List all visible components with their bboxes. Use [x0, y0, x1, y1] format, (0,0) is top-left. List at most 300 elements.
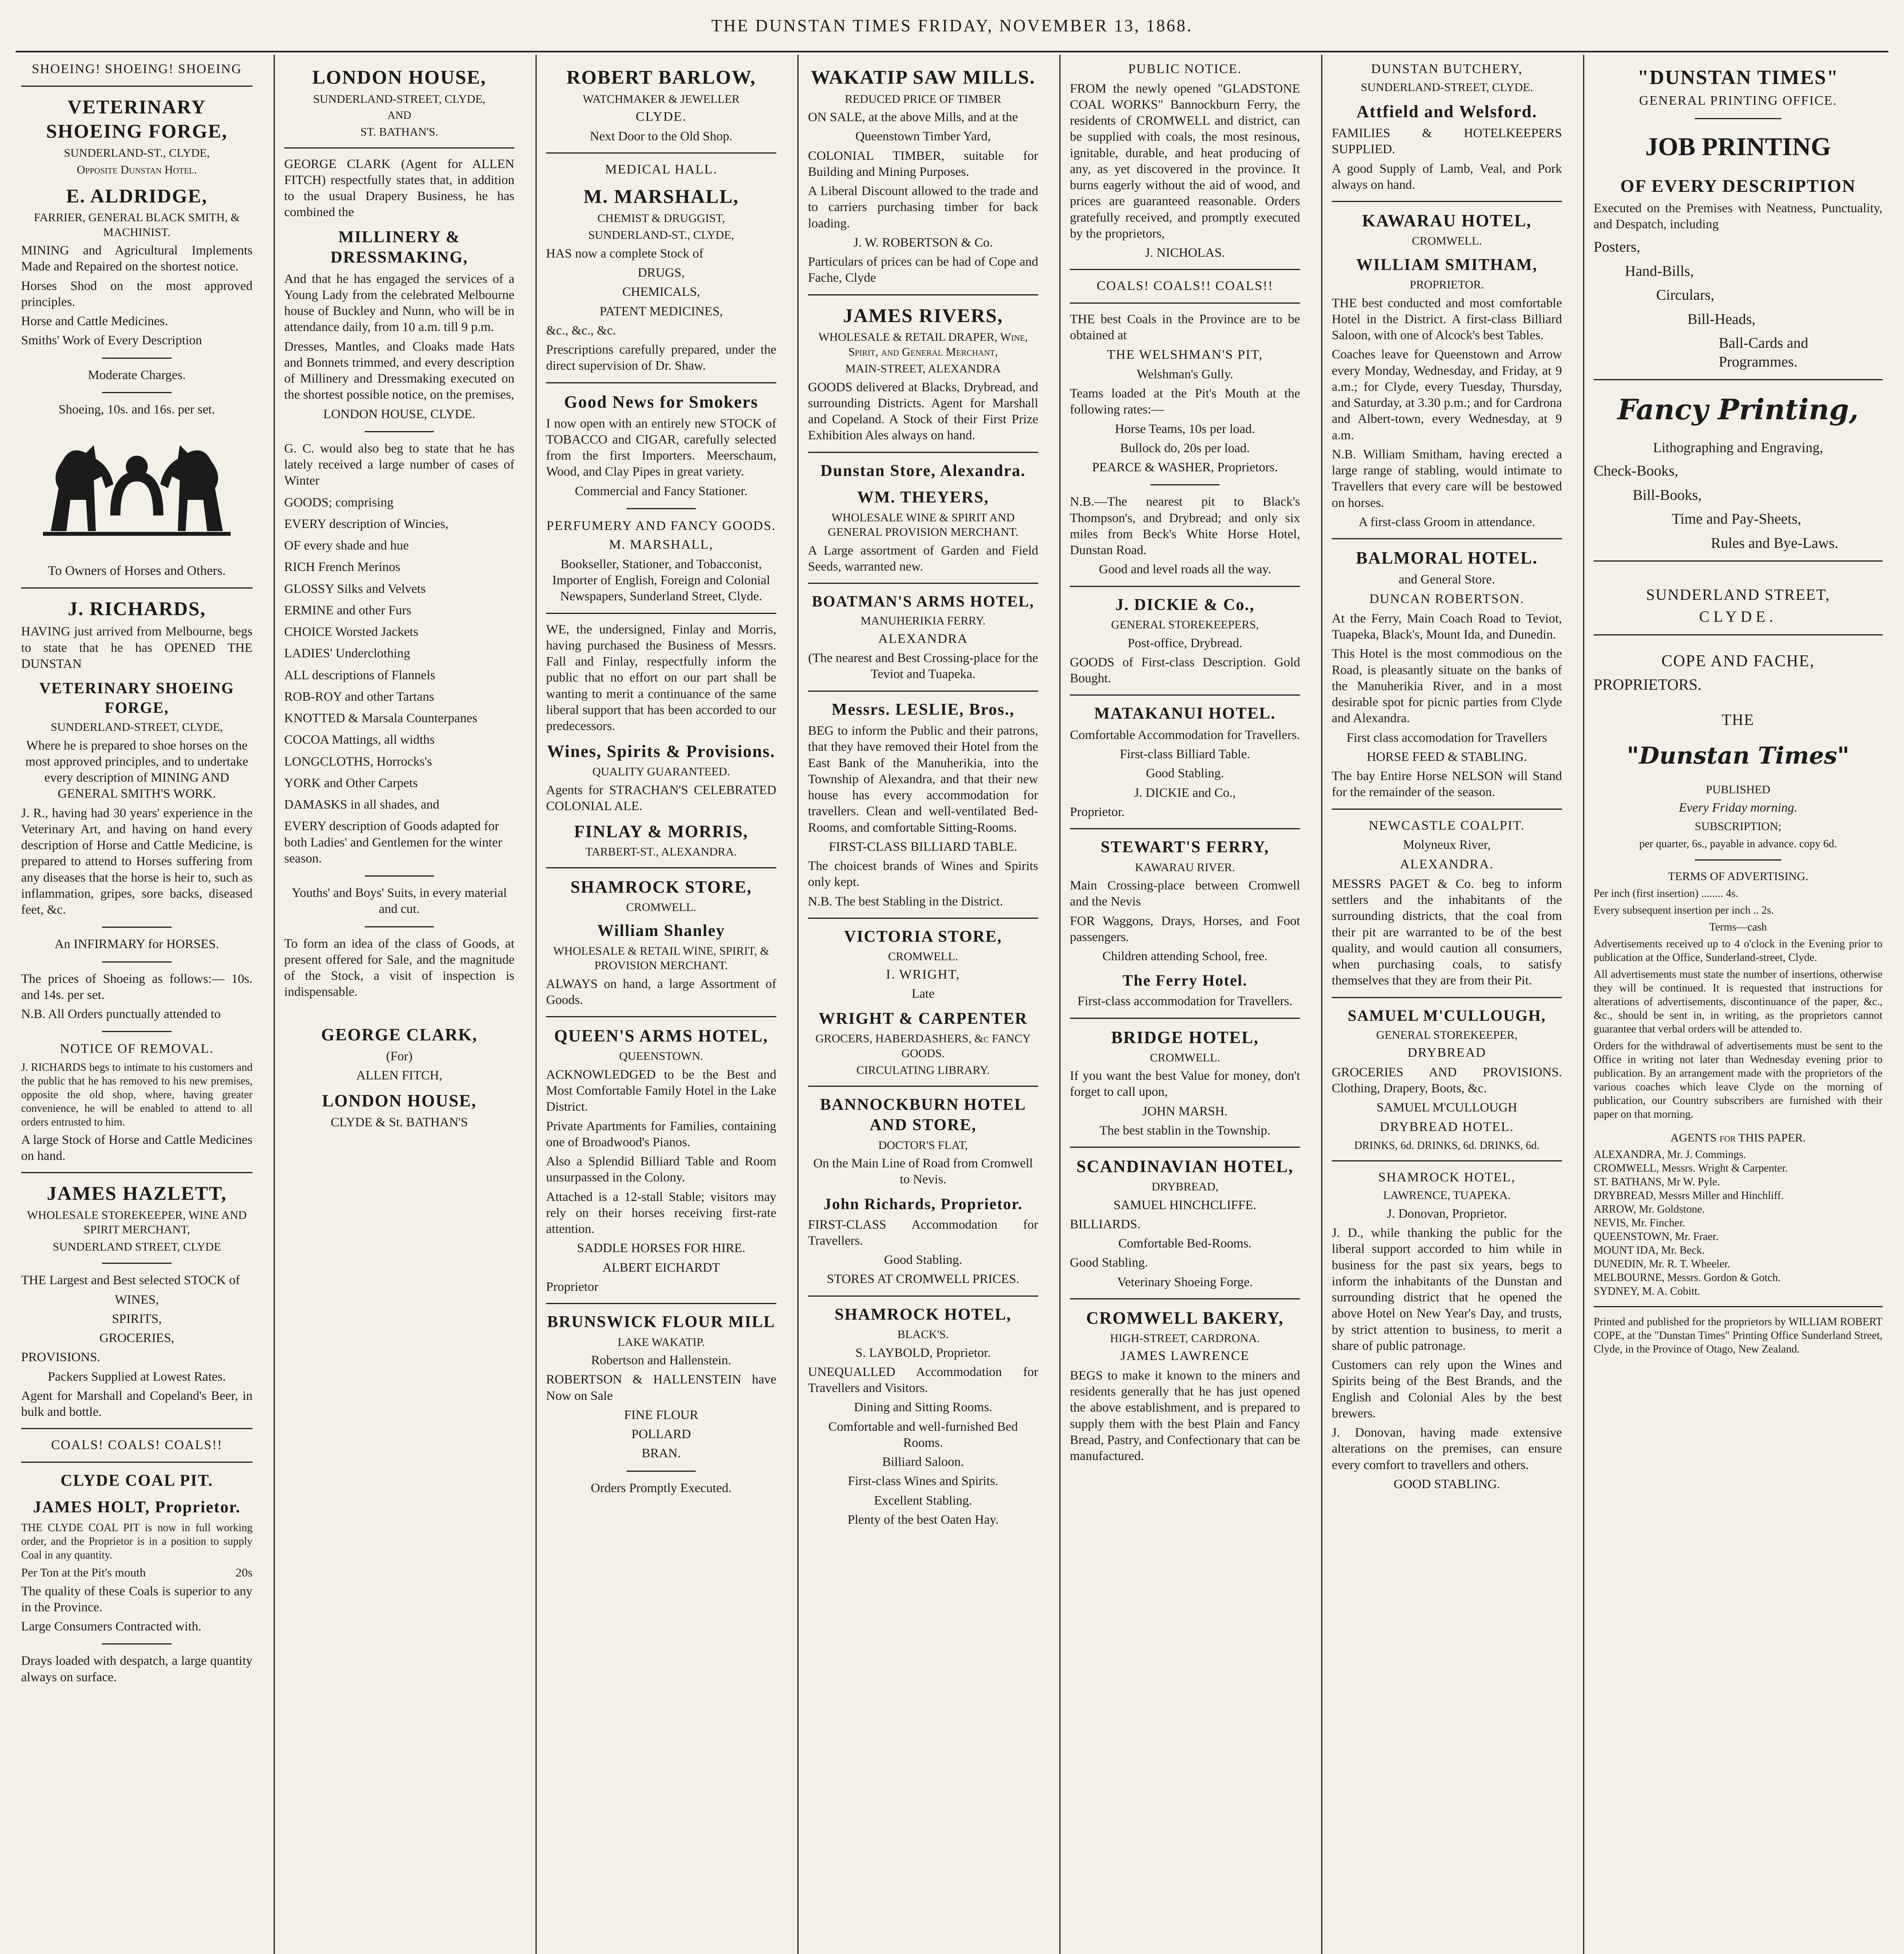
divider: [808, 294, 1038, 295]
ad-address: CROMWELL.: [888, 950, 958, 963]
ad-heading: FINLAY & MORRIS,: [574, 822, 749, 841]
ad-text: At the Ferry, Main Coach Road to Teviot, Tuapeka, Black's, Mount Ida, and Dunedin.: [1332, 611, 1562, 642]
list-item: ST. BATHANS, Mr W. Pyle.: [1594, 1176, 1720, 1188]
ad-text: This Hotel is the most commodious on the Road, is pleasantly situate on the banks of the Manuherikia River, and in a most desirable spot for picnic parties from Clyde and Alexandra.: [1332, 647, 1562, 726]
ad-heading: I. WRIGHT,: [886, 967, 960, 982]
ad-subheading: WHOLESALE & RETAIL WINE, SPIRIT, & PROVISION MERCHANT.: [553, 944, 769, 972]
price-line: [21, 1565, 253, 1580]
divider: [627, 1471, 696, 1472]
divider: [102, 392, 172, 393]
list-item: ALL descriptions of Flannels: [284, 668, 435, 682]
ad-text: G. C. would also beg to state that he has lately received a large number of cases of Winter: [284, 441, 514, 488]
ad-text: CLYDE & St. BATHAN'S: [330, 1115, 468, 1129]
ad-text: Dresses, Mantles, and Cloaks made Hats and Bonnets trimmed, and every description of Millinery and Dressmaking executed on the shortest possible notice, on the premises,: [284, 339, 514, 402]
ad-heading: E. ALDRIDGE,: [66, 184, 208, 207]
ad-address: SUNDERLAND-ST., CLYDE,: [588, 229, 734, 242]
column-4: [797, 55, 1048, 1954]
ad-text: PROPRIETORS.: [1594, 675, 1702, 693]
imprint: Printed and published for the proprietors by WILLIAM ROBERT COPE, at the "Dunstan Times" Printing Office Sunderland Street, Clyde, in the Province of Otago, New Zealand.: [1594, 1315, 1883, 1355]
divider: [21, 1462, 253, 1463]
ad-address: SUNDERLAND-STREET, CLYDE.: [1361, 81, 1533, 94]
ad-text: N.B. William Smitham, having erected a large range of stabling, would intimate to Travellers that every care will be bestowed on horses.: [1332, 447, 1562, 510]
ad-text: and General Store.: [1399, 573, 1495, 587]
ad-subheading: PROPRIETOR.: [1410, 278, 1484, 291]
divider: [1070, 1147, 1300, 1148]
ad-text: (For): [386, 1049, 413, 1063]
divider: [1332, 997, 1562, 998]
column-6: [1321, 55, 1571, 1954]
ad-heading: The Ferry Hotel.: [1122, 972, 1248, 990]
ad-heading: DUNSTAN BUTCHERY,: [1371, 62, 1523, 76]
divider: [1332, 1160, 1562, 1161]
ad-text: Late: [912, 987, 935, 1001]
divider: [627, 508, 696, 509]
divider: [1070, 828, 1300, 829]
ad-text: Prescriptions carefully prepared, under the direct supervision of Dr. Shaw.: [546, 343, 776, 373]
ad-text: Agents for STRACHAN'S CELEBRATED COLONIAL ALE.: [546, 783, 776, 813]
divider: [21, 1172, 253, 1173]
ad-heading: SAMUEL M'CULLOUGH,: [1347, 1006, 1546, 1024]
ad-text: Youths' and Boys' Suits, in every material and cut.: [292, 886, 507, 916]
list-item: DRYBREAD, Messrs Miller and Hinchliff.: [1594, 1189, 1784, 1202]
ad-address: HIGH-STREET, CARDRONA.: [1110, 1331, 1260, 1345]
ad-text: HAS now a complete Stock of: [546, 246, 704, 261]
ad-heading: Wines, Spirits & Provisions.: [547, 742, 776, 761]
ad-heading: WRIGHT & CARPENTER: [819, 1009, 1028, 1028]
column-3: [536, 55, 786, 1954]
divider: [284, 147, 514, 149]
list-item: GOODS; comprising: [284, 495, 394, 510]
ad-heading: BOATMAN'S ARMS HOTEL,: [811, 592, 1035, 610]
ad-heading: Good News for Smokers: [564, 392, 759, 412]
ad-text: An INFIRMARY for HORSES.: [54, 937, 219, 952]
ad-heading: OF EVERY DESCRIPTION: [1620, 176, 1856, 196]
ad-address: ST. BATHAN'S.: [360, 125, 439, 138]
list-item: PROVISIONS.: [21, 1350, 100, 1365]
ad-text: J. Donovan, having made extensive alterations on the premises, can ensure every comfort to travellers and others.: [1332, 1426, 1562, 1472]
ad-heading: LONDON HOUSE,: [312, 66, 487, 88]
ad-address: SUNDERLAND-ST., CLYDE,: [64, 146, 210, 159]
ad-heading: CROMWELL BAKERY,: [1086, 1308, 1284, 1328]
ad-text: Orders for the withdrawal of advertisements must be sent to the Office in writing not later than Wednesday evening prior to publication. By an arrangement made with the proprietors of the various coaches which leave Clyde on the morning of publication, our Country subscribers are furnished with their paper on that morning.: [1594, 1040, 1883, 1121]
divider: [102, 1031, 172, 1032]
ad-heading: WILLIAM SMITHAM,: [1356, 256, 1538, 274]
ad-text: A large Stock of Horse and Cattle Medicines on hand.: [21, 1133, 253, 1163]
list-item: CROMWELL, Messrs. Wright & Carpenter.: [1594, 1162, 1788, 1174]
ad-address: ALEXANDRA.: [1400, 857, 1494, 872]
ad-subheading: GENERAL PRINTING OFFICE.: [1639, 93, 1837, 108]
ad-address: MANUHERIKIA FERRY.: [860, 614, 986, 627]
ad-heading: Dunstan Store, Alexandra.: [820, 462, 1026, 480]
ad-text: BILLIARDS.: [1070, 1217, 1141, 1231]
ad-heading: STEWART'S FERRY,: [1100, 838, 1270, 856]
ad-heading: JOB PRINTING: [1645, 132, 1831, 161]
ad-text: Comfortable and well-furnished Bed Rooms.: [828, 1419, 1018, 1450]
ad-text: SADDLE HORSES FOR HIRE.: [577, 1241, 745, 1256]
ad-text: Agent for Marshall and Copeland's Beer, in bulk and bottle.: [21, 1389, 253, 1419]
ad-text: FOR Waggons, Drays, Horses, and Foot passengers.: [1070, 914, 1300, 944]
ad-address: ALEXANDRA: [878, 631, 968, 646]
ad-text: S. LAYBOLD, Proprietor.: [855, 1346, 991, 1360]
ad-text: THE best conducted and most comfortable Hotel in the District. A first-class Billiard Saloon, with one of Alcock's best Tables.: [1332, 296, 1562, 342]
divider: [365, 431, 434, 432]
ad-text: Opposite Dunstan Hotel.: [77, 163, 197, 176]
ad-text: Bullock do, 20s per load.: [1120, 441, 1250, 455]
divider: [1070, 1018, 1300, 1019]
ad-subheading: REDUCED PRICE OF TIMBER: [845, 92, 1001, 106]
ad-text: J. R., having had 30 years' experience in the Veterinary Art, and having on hand every description of Horse and Cattle Medicine, is prepared to attend to Horses suffering from any diseases that the horse is heir to, such as inflammation, gripes, sore backs, diseased feet, &c.: [21, 806, 253, 917]
list-item: RICH French Merinos: [284, 560, 400, 574]
ad-text: per quarter, 6s., payable in advance. copy 6d.: [1639, 837, 1837, 850]
ad-text: On the Main Line of Road from Cromwell to Nevis.: [813, 1156, 1033, 1187]
ad-heading: MILLINERY & DRESSMAKING,: [330, 228, 468, 267]
column-2: [274, 55, 524, 1954]
ad-address: CLYDE.: [1699, 608, 1777, 625]
ad-text: DRINKS, 6d. DRINKS, 6d. DRINKS, 6d.: [1354, 1139, 1540, 1152]
ad-address: SUNDERLAND-STREET, CLYDE,: [313, 92, 485, 106]
ad-heading: M. MARSHALL,: [609, 537, 713, 552]
list-item: QUEENSTOWN, Mr. Fraer.: [1594, 1230, 1719, 1243]
divider: [808, 1296, 1038, 1297]
divider: [1070, 1298, 1300, 1299]
ad-heading: KAWARAU HOTEL,: [1362, 211, 1532, 230]
ad-heading: VETERINARY SHOEING FORGE,: [46, 95, 228, 142]
ad-heading: JAMES LAWRENCE: [1120, 1349, 1250, 1364]
ad-heading: JAMES HAZLETT,: [47, 1182, 227, 1204]
ad-text: Packers Supplied at Lowest Rates.: [48, 1369, 226, 1384]
printing-list: [1594, 462, 1883, 553]
divider: [808, 452, 1038, 453]
ad-heading: CLYDE COAL PIT.: [60, 1471, 213, 1490]
ad-text: Customers can rely upon the Wines and Spirits being of the Best Brands, and the English and Colonial Ales by the best brewers.: [1332, 1358, 1562, 1421]
ad-text: Teams loaded at the Pit's Mouth at the following rates:—: [1070, 387, 1300, 417]
ad-address: LAKE WAKATIP.: [618, 1335, 705, 1349]
ad-heading: BALMORAL HOTEL.: [1356, 548, 1538, 567]
list-item: FINE FLOUR: [624, 1408, 699, 1422]
divider: [1695, 859, 1782, 861]
ad-heading: PERFUMERY AND FANCY GOODS.: [546, 518, 776, 533]
ad-subheading: WATCHMAKER & JEWELLER: [582, 92, 740, 106]
ad-text: The quality of these Coals is superior to any in the Province.: [21, 1584, 253, 1614]
ad-text: Private Apartments for Families, containing one of Broadwood's Pianos.: [546, 1119, 776, 1149]
divider: [546, 382, 776, 383]
ad-heading: SHAMROCK HOTEL,: [1378, 1170, 1516, 1185]
ad-text: N.B.—The nearest pit to Black's Thompson's, and Drybread; and only six miles from Beck's White Horse Hotel, Dunstan Road.: [1070, 495, 1300, 557]
ad-text: Shoeing, 10s. and 16s. per set.: [58, 402, 215, 417]
ad-text: Commercial and Fancy Stationer.: [575, 484, 748, 498]
ad-text: Moderate Charges.: [88, 368, 186, 382]
list-item: SPIRITS,: [112, 1312, 162, 1326]
ad-heading: THE WELSHMAN'S PIT,: [1107, 347, 1263, 362]
ad-text: AND: [387, 109, 411, 122]
ad-text: First-class Billiard Table.: [1119, 747, 1250, 761]
ad-text: J. D., while thanking the public for the liberal support accorded to him while in business for the past six years, begs to inform the inhabitants of the Dunstan and surrounding district that he opened the above Hotel on New Year's Day, and trusts, by strict attention to business, to merit a share of public patronage.: [1332, 1226, 1562, 1353]
ad-text: GEORGE CLARK (Agent for ALLEN FITCH) respectfully states that, in addition to the usual Drapery Business, he has combined the: [284, 157, 514, 220]
ad-heading: SHAMROCK STORE,: [570, 877, 752, 896]
masthead: THE DUNSTAN TIMES FRIDAY, NOVEMBER 13, 1868.: [711, 16, 1193, 35]
printing-list: [1594, 238, 1883, 371]
divider: [102, 961, 172, 963]
ad-text: Particulars of prices can be had of Cope and Fache, Clyde: [808, 255, 1038, 285]
signature-name: J. NICHOLAS.: [1145, 246, 1225, 260]
ad-text: Per inch (first insertion) ........ 4s.: [1594, 888, 1739, 900]
ad-text: ALWAYS on hand, a large Assortment of Goods.: [546, 977, 776, 1007]
ad-subheading: TERMS OF ADVERTISING.: [1668, 870, 1809, 883]
ad-text: Coaches leave for Queenstown and Arrow every Monday, Wednesday, and Friday, at 9 a.m.; for Clyde, every Tuesday, Thursday, and Saturday, at 3.30 p.m.; and for Cardrona and Albert-town, every Wednesday, at 9 a.m.: [1332, 347, 1562, 442]
ad-text: Billiard Saloon.: [882, 1455, 964, 1469]
ad-text: Terms—cash: [1709, 921, 1767, 934]
ad-text: First-class Wines and Spirits.: [848, 1474, 998, 1489]
ad-heading: BANNOCKBURN HOTEL AND STORE,: [820, 1095, 1026, 1134]
ad-heading: "DUNSTAN TIMES": [1637, 66, 1839, 89]
ad-text: ALLEN FITCH,: [356, 1068, 442, 1083]
ad-heading: SCANDINAVIAN HOTEL,: [1076, 1157, 1294, 1176]
list-item: ERMINE and other Furs: [284, 603, 412, 617]
divider: [102, 927, 172, 928]
divider: [1695, 118, 1782, 119]
ad-text: Comfortable Accommodation for Travellers.: [1070, 728, 1300, 742]
ad-text: Smiths' Work of Every Description: [21, 333, 202, 348]
ad-text: THE Largest and Best selected STOCK of: [21, 1273, 240, 1288]
list-item: Time and Pay-Sheets,: [1672, 511, 1802, 527]
ad-heading: MEDICAL HALL.: [605, 162, 718, 177]
ad-heading: NOTICE OF REMOVAL.: [60, 1041, 214, 1056]
ad-text: THE CLYDE COAL PIT is now in full working order, and the Proprietor is in a position to supply Coal in any quantity.: [21, 1521, 253, 1561]
ad-heading: QUEEN'S ARMS HOTEL,: [554, 1026, 768, 1046]
ad-text: And that he has engaged the services of a Young Lady from the celebrated Melbourne house of Buckley and Nunn, who will be in attendance daily, from 10 a.m. till 9 p.m.: [284, 272, 514, 335]
ad-text: Good Stabling.: [884, 1253, 962, 1267]
divider: [1070, 302, 1300, 304]
ad-text: A Liberal Discount allowed to the trade and to carriers purchasing timber for back loading.: [808, 184, 1038, 231]
divider: [102, 358, 172, 359]
ad-text: Welshman's Gully.: [1137, 367, 1233, 381]
goods-list: [284, 495, 514, 867]
divider: [1332, 809, 1562, 810]
ad-text: Comfortable Bed-Rooms.: [1118, 1236, 1252, 1251]
ad-subheading: CHEMIST & DRUGGIST,: [597, 211, 725, 225]
ad-heading: COALS! COALS!! COALS!!: [1096, 279, 1274, 293]
ad-text: Large Consumers Contracted with.: [21, 1619, 202, 1634]
ad-heading: To Owners of Horses and Others.: [48, 564, 226, 578]
ad-text: Molyneux River,: [1403, 838, 1491, 852]
divider: [1070, 694, 1300, 696]
ad-heading: ROBERT BARLOW,: [566, 66, 756, 88]
ad-text: Good and level roads all the way.: [1099, 562, 1271, 577]
horseshoe-horses-emblem: [21, 429, 253, 551]
signature-name: J. DICKIE and Co.,: [1134, 786, 1236, 800]
divider: [808, 918, 1038, 919]
list-item: OF every shade and hue: [284, 539, 409, 553]
ad-text: Horse Teams, 10s per load.: [1115, 422, 1255, 436]
ad-text: GROCERIES AND PROVISIONS. Clothing, Drapery, Boots, &c.: [1332, 1065, 1562, 1095]
list-item: Check-Books,: [1594, 463, 1678, 479]
ad-text: Bookseller, Stationer, and Tobacconist, Importer of English, Foreign and Colonial Newspapers, Sunderland Street, Clyde.: [552, 557, 770, 604]
ad-text: COLONIAL TIMBER, suitable for Building and Mining Purposes.: [808, 149, 1038, 179]
divider: [1070, 269, 1300, 270]
ad-text: First-class accommodation for Travellers.: [1077, 994, 1293, 1009]
ad-heading: WAKATIP SAW MILLS.: [811, 66, 1035, 88]
ad-text: Horses Shod on the most approved principles.: [21, 279, 253, 309]
ad-text: N.B. The best Stabling in the District.: [808, 894, 1003, 909]
ad-text: Drays loaded with despatch, a large quantity always on surface.: [21, 1654, 253, 1684]
ad-text: MINING and Agricultural Implements Made and Repaired on the shortest notice.: [21, 243, 253, 274]
list-item: Ball-Cards and Programmes.: [1719, 335, 1809, 370]
ad-subheading: GENERAL STOREKEEPER,: [1376, 1028, 1518, 1041]
list-item: YORK and Other Carpets: [284, 776, 418, 790]
column-1: [12, 55, 262, 1954]
ad-text: Main Crossing-place between Cromwell and the Nevis: [1070, 879, 1300, 909]
ad-heading: BRUNSWICK FLOUR MILL: [547, 1313, 776, 1331]
ad-heading: WM. THEYERS,: [857, 488, 989, 506]
divider: [808, 583, 1038, 584]
ad-text: ROBERTSON & HALLENSTEIN have Now on Sale: [546, 1372, 776, 1403]
list-item: GROCERIES,: [99, 1331, 174, 1345]
ad-heading: MATAKANUI HOTEL.: [1094, 705, 1276, 723]
list-item: DAMASKS in all shades, and: [284, 798, 439, 812]
divider: [546, 1303, 776, 1304]
ad-heading: JAMES HOLT, Proprietor.: [33, 1498, 241, 1517]
ad-text: The best stablin in the Township.: [1099, 1123, 1271, 1138]
ad-address: DRYBREAD,: [1152, 1180, 1218, 1193]
list-item: COCOA Mattings, all widths: [284, 733, 435, 747]
ad-text: Every Friday morning.: [1678, 801, 1798, 815]
divider: [1594, 560, 1883, 562]
divider: [1332, 538, 1562, 539]
list-item: Posters,: [1594, 239, 1641, 255]
ad-text: Horse and Cattle Medicines.: [21, 314, 168, 328]
ad-text: SAMUEL HINCHCLIFFE.: [1113, 1198, 1257, 1212]
ad-text: First class accomodation for Travellers: [1346, 730, 1548, 745]
divider: [1594, 379, 1883, 380]
ad-text: GOODS of First-class Description. Gold Bought.: [1070, 655, 1300, 685]
ad-heading: J. RICHARDS,: [68, 597, 206, 619]
divider: [1070, 586, 1300, 587]
ad-address: MAIN-STREET, ALEXANDRA: [845, 362, 1001, 375]
ad-address: CROMWELL.: [626, 900, 697, 914]
ad-text: Attached is a 12-stall Stable; visitors may rely on their horses receiving first-rate attention.: [546, 1190, 776, 1236]
ad-text: PEARCE & WASHER, Proprietors.: [1092, 460, 1278, 474]
ad-text: Post-office, Drybread.: [1127, 636, 1243, 650]
ad-heading: Attfield and Welsford.: [1356, 102, 1537, 121]
ad-text: Children attending School, free.: [1102, 949, 1268, 963]
ad-text: If you want the best Value for money, don't forget to call upon,: [1070, 1069, 1300, 1099]
ad-address: BLACK'S.: [897, 1328, 949, 1341]
ad-heading: J. DICKIE & Co.,: [1115, 596, 1255, 614]
list-item: Hand-Bills,: [1625, 263, 1694, 279]
ad-text: A Large assortment of Garden and Field Seeds, warranted new.: [808, 543, 1038, 574]
ad-heading: Fancy Printing,: [1617, 393, 1859, 426]
ad-text: LONDON HOUSE, CLYDE.: [323, 407, 475, 421]
ad-text: HORSE FEED & STABLING.: [1367, 750, 1527, 764]
ad-subheading: WHOLESALE & RETAIL DRAPER, Wine, Spirit, and General Merchant,: [818, 331, 1028, 358]
ad-text: Veterinary Shoeing Forge.: [1117, 1275, 1253, 1289]
ad-heading: DUNCAN ROBERTSON.: [1369, 592, 1524, 607]
ad-text: A good Supply of Lamb, Veal, and Pork always on hand.: [1332, 161, 1562, 192]
ad-text: Excellent Stabling.: [874, 1493, 973, 1508]
divider: [365, 875, 434, 877]
ad-subheading: WHOLESALE WINE & SPIRIT AND GENERAL PROVISION MERCHANT.: [828, 511, 1019, 539]
ad-text: UNEQUALLED Accommodation for Travellers and Visitors.: [808, 1365, 1038, 1395]
signature-name: SAMUEL M'CULLOUGH: [1376, 1100, 1517, 1115]
ad-text: Queenstown Timber Yard,: [855, 129, 991, 144]
ad-address: TARBERT-ST., ALEXANDRA.: [585, 845, 737, 859]
ad-address: SUNDERLAND STREET, CLYDE: [52, 1240, 221, 1253]
ad-text: The prices of Shoeing as follows:— 10s. and 14s. per set.: [21, 972, 253, 1002]
ad-subheading: QUALITY GUARANTEED.: [592, 765, 730, 778]
ad-text: Proprietor.: [1070, 805, 1125, 819]
list-item: DUNEDIN, Mr. R. T. Wheeler.: [1594, 1258, 1730, 1270]
ad-text: MESSRS PAGET & Co. beg to inform settlers and the inhabitants of the surrounding districts, that the coal from their pit are warranted to be of the best quality, and would caution all consumers, when purchasing coals, to satisfy themselves that they are from their Pit.: [1332, 877, 1562, 988]
ad-text: Lithographing and Engraving,: [1653, 440, 1823, 455]
ad-text: (The nearest and Best Crossing-place for the Teviot and Tuapeka.: [808, 651, 1038, 682]
ad-text: The bay Entire Horse NELSON will Stand for the remainder of the season.: [1332, 769, 1562, 800]
ad-heading: John Richards, Proprietor.: [823, 1195, 1023, 1213]
ad-text: Proprietor: [546, 1279, 598, 1294]
ad-text: All advertisements must state the number of insertions, otherwise they will be continued. It is requested that instructions for alterations of advertisements, discontinuance of the paper, &c., &c., should be sent in, in writing, as the proprietors cannot guarantee that verbal orders will be attended to.: [1594, 968, 1883, 1036]
ad-text: To form an idea of the class of Goods, at present offered for Sale, and the magnitude of the Stock, a visit of inspection is indispensable.: [284, 936, 514, 999]
ad-subheading: PUBLISHED: [1705, 783, 1770, 796]
column-5: [1059, 55, 1309, 1954]
list-item: SYDNEY, M. A. Cobitt.: [1594, 1285, 1700, 1297]
ad-heading: William Shanley: [597, 922, 725, 940]
list-item: LADIES' Underclothing: [284, 646, 410, 661]
price-value: 20s: [235, 1565, 253, 1579]
ad-text: BEG to inform the Public and their patrons, that they have removed their Hotel from the East Bank of the Manuherikia, into the Township of Alexandra, and that their new house has every accommodation for travellers. Clean and well-ventilated Bed-Rooms, and comfortable Sitting-Rooms.: [808, 724, 1038, 835]
ad-heading: M. MARSHALL,: [583, 185, 739, 208]
ad-heading: LONDON HOUSE,: [322, 1091, 477, 1110]
ad-heading: SHAMROCK HOTEL,: [835, 1305, 1012, 1324]
list-item: ALEXANDRA, Mr. J. Commings.: [1594, 1148, 1746, 1161]
ad-address: CLYDE.: [636, 109, 687, 124]
ad-text: Robertson and Hallenstein.: [591, 1353, 731, 1367]
list-item: WINES,: [115, 1292, 159, 1307]
ad-text: Every subsequent insertion per inch .. 2s.: [1594, 904, 1774, 917]
divider: [546, 1016, 776, 1017]
ad-heading: NEWCASTLE COALPIT.: [1368, 818, 1525, 833]
ad-address: DRYBREAD: [1407, 1045, 1487, 1060]
list-item: ROB-ROY and other Tartans: [284, 689, 434, 704]
divider: [546, 152, 776, 154]
ad-heading: BRIDGE HOTEL,: [1111, 1027, 1259, 1047]
ad-text: Also a Splendid Billiard Table and Room unsurpassed in the Colony.: [546, 1154, 776, 1185]
list-item: BRAN.: [641, 1446, 681, 1461]
ad-text: Good Stabling.: [1070, 1256, 1148, 1270]
ad-heading: JAMES RIVERS,: [843, 304, 1003, 326]
ad-subheading: FARRIER, GENERAL BLACK SMITH, & MACHINIST.: [34, 211, 240, 239]
divider: [1150, 484, 1220, 485]
ad-text: WE, the undersigned, Finlay and Morris, having purchased the Business of Messrs. Fall and Finlay, respectfully inform the public that no effort on our part shall be wanting to merit a continuance of the same liberal support that has been accorded to our predecessors.: [546, 622, 776, 733]
list-item: Circulars,: [1656, 287, 1714, 303]
ad-heading: Messrs. LESLIE, Bros.,: [831, 700, 1015, 719]
ad-subheading: CIRCULATING LIBRARY.: [856, 1064, 990, 1077]
ad-address: SUNDERLAND-STREET, CLYDE,: [50, 721, 223, 734]
ad-text: BEGS to make it known to the miners and residents generally that he has just opened the above establishment, and is prepared to supply them with the best Plain and Fancy Bread, Pastry, and Confectionary that can be manufactured.: [1070, 1368, 1300, 1463]
list-item: KNOTTED & Marsala Counterpanes: [284, 711, 477, 725]
divider: [21, 587, 253, 589]
ad-subheading: GENERAL STOREKEEPERS,: [1111, 618, 1259, 631]
paper-title: "Dunstan Times": [1626, 742, 1850, 769]
ad-heading: COPE AND FACHE,: [1661, 652, 1815, 670]
list-item: NEVIS, Mr. Fincher.: [1594, 1217, 1685, 1229]
list-item: DRUGS,: [638, 266, 685, 280]
divider: [1594, 634, 1883, 635]
list-item: MELBOURNE, Messrs. Gordon & Gotch.: [1594, 1271, 1781, 1284]
ad-text: I now open with an entirely new STOCK of TOBACCO and CIGAR, carefully selected from the first Importers. Meerschaum, Wood, and Clay Pipes in great variety.: [546, 416, 776, 479]
ad-text: Executed on the Premises with Neatness, Punctuality, and Despatch, including: [1594, 201, 1883, 231]
list-item: EVERY description of Wincies,: [284, 517, 449, 531]
ad-text: THE: [1721, 710, 1755, 728]
ad-text: Dining and Sitting Rooms.: [854, 1400, 992, 1415]
